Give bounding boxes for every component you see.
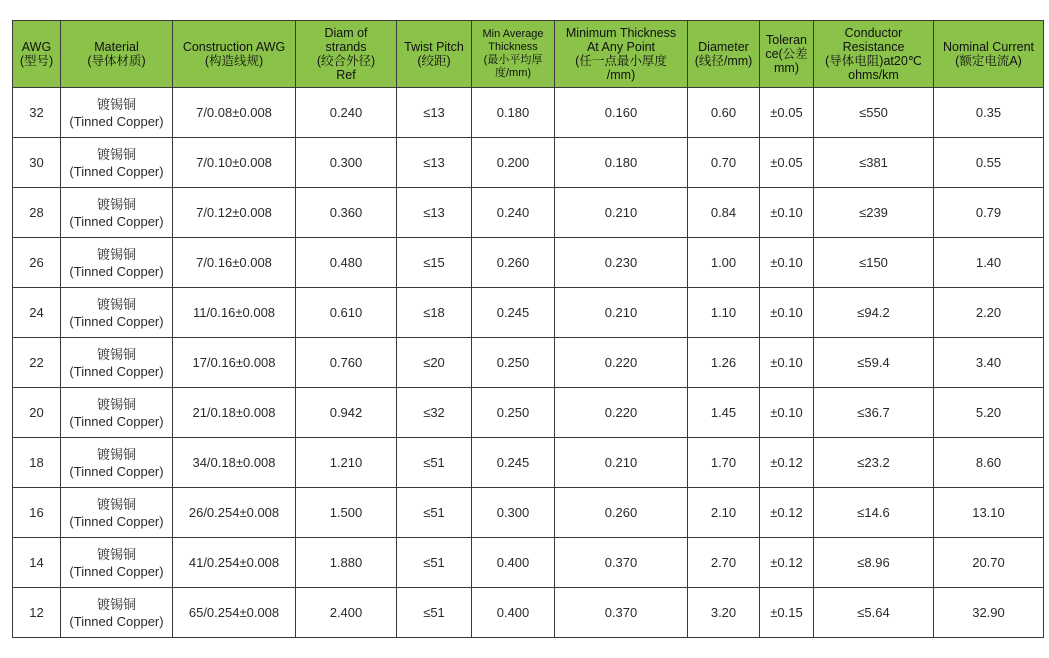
table-row: [13, 388, 1044, 438]
cell-resistance: ≤94.2: [814, 288, 934, 338]
col-header-min-thickness-point: Minimum Thickness At Any Point (任一点最小厚度 /mm): [555, 21, 688, 88]
cell-min-thickness-point: 0.220: [555, 338, 688, 388]
cell-tolerance: ±0.12: [760, 488, 814, 538]
cell-min-avg-thickness: 0.400: [472, 588, 555, 638]
cell-tolerance: ±0.12: [760, 438, 814, 488]
material-en: (Tinned Copper): [69, 413, 164, 429]
material-en: (Tinned Copper): [69, 613, 164, 629]
cell-resistance: ≤239: [814, 188, 934, 238]
cell-min-thickness-point: 0.260: [555, 488, 688, 538]
cell-diameter: 1.10: [688, 288, 760, 338]
cell-nominal-current: 0.79: [934, 188, 1044, 238]
cell-diameter: 0.84: [688, 188, 760, 238]
cell-twist-pitch: ≤18: [397, 288, 472, 338]
cell-tolerance: ±0.05: [760, 138, 814, 188]
cell-min-thickness-point: 0.210: [555, 288, 688, 338]
cell-material: [61, 438, 173, 488]
cell-material: [61, 338, 173, 388]
header-row: [13, 21, 1044, 88]
cell-resistance: ≤36.7: [814, 388, 934, 438]
cell-twist-pitch: ≤20: [397, 338, 472, 388]
cell-diam-strands: 0.610: [296, 288, 397, 338]
cell-twist-pitch: ≤51: [397, 438, 472, 488]
material-cn: 镀锡铜: [96, 346, 136, 362]
cell-diameter: 2.10: [688, 488, 760, 538]
table-row: [13, 238, 1044, 288]
col-header-nominal-current: Nominal Current (额定电流A): [934, 21, 1044, 88]
cell-awg: 30: [13, 138, 61, 188]
cell-nominal-current: 20.70: [934, 538, 1044, 588]
cell-diam-strands: 1.880: [296, 538, 397, 588]
cell-diameter: 1.70: [688, 438, 760, 488]
table-row: [13, 188, 1044, 238]
cell-min-thickness-point: 0.370: [555, 588, 688, 638]
material-cn: 镀锡铜: [96, 96, 136, 112]
cell-awg: 26: [13, 238, 61, 288]
table-row: [13, 338, 1044, 388]
cell-awg: 12: [13, 588, 61, 638]
cell-twist-pitch: ≤15: [397, 238, 472, 288]
cell-material: [61, 88, 173, 138]
col-header-awg: AWG (型号): [13, 21, 61, 88]
cell-awg: 24: [13, 288, 61, 338]
material-cn: 镀锡铜: [96, 246, 136, 262]
cell-resistance: ≤23.2: [814, 438, 934, 488]
material-en: (Tinned Copper): [69, 513, 164, 529]
cell-awg: 28: [13, 188, 61, 238]
cell-construction: 7/0.16±0.008: [173, 238, 296, 288]
material-en: (Tinned Copper): [69, 113, 164, 129]
material-cn: 镀锡铜: [96, 446, 136, 462]
cell-tolerance: ±0.12: [760, 538, 814, 588]
cell-diameter: 3.20: [688, 588, 760, 638]
cell-min-thickness-point: 0.180: [555, 138, 688, 188]
cell-nominal-current: 13.10: [934, 488, 1044, 538]
cell-min-thickness-point: 0.230: [555, 238, 688, 288]
material-cn: 镀锡铜: [96, 496, 136, 512]
cell-diam-strands: 0.360: [296, 188, 397, 238]
cell-nominal-current: 32.90: [934, 588, 1044, 638]
cell-awg: 32: [13, 88, 61, 138]
cell-diam-strands: 0.240: [296, 88, 397, 138]
table-row: [13, 288, 1044, 338]
cell-nominal-current: 1.40: [934, 238, 1044, 288]
cell-awg: 14: [13, 538, 61, 588]
material-cn: 镀锡铜: [96, 296, 136, 312]
cell-diameter: 1.45: [688, 388, 760, 438]
cell-material: [61, 388, 173, 438]
cell-min-avg-thickness: 0.180: [472, 88, 555, 138]
cell-resistance: ≤381: [814, 138, 934, 188]
cell-tolerance: ±0.10: [760, 238, 814, 288]
cell-twist-pitch: ≤51: [397, 538, 472, 588]
cell-diam-strands: 0.300: [296, 138, 397, 188]
cell-construction: 11/0.16±0.008: [173, 288, 296, 338]
wire-spec-table: [12, 20, 1044, 638]
cell-min-avg-thickness: 0.200: [472, 138, 555, 188]
table-row: [13, 138, 1044, 188]
cell-resistance: ≤14.6: [814, 488, 934, 538]
material-en: (Tinned Copper): [69, 213, 164, 229]
cell-min-avg-thickness: 0.245: [472, 438, 555, 488]
col-header-construction: Construction AWG (构造线规): [173, 21, 296, 88]
cell-tolerance: ±0.10: [760, 288, 814, 338]
cell-min-thickness-point: 0.210: [555, 188, 688, 238]
material-cn: 镀锡铜: [96, 396, 136, 412]
cell-twist-pitch: ≤51: [397, 488, 472, 538]
material-cn: 镀锡铜: [96, 596, 136, 612]
cell-nominal-current: 0.55: [934, 138, 1044, 188]
material-cn: 镀锡铜: [96, 546, 136, 562]
cell-material: [61, 288, 173, 338]
cell-diameter: 0.70: [688, 138, 760, 188]
spec-table-container: [12, 20, 1044, 638]
cell-nominal-current: 0.35: [934, 88, 1044, 138]
cell-material: [61, 188, 173, 238]
cell-material: [61, 538, 173, 588]
cell-resistance: ≤8.96: [814, 538, 934, 588]
cell-construction: 21/0.18±0.008: [173, 388, 296, 438]
cell-awg: 18: [13, 438, 61, 488]
table-row: [13, 588, 1044, 638]
cell-nominal-current: 2.20: [934, 288, 1044, 338]
col-header-diam-strands: Diam of strands (绞合外径) Ref: [296, 21, 397, 88]
table-row: [13, 438, 1044, 488]
cell-diam-strands: 1.210: [296, 438, 397, 488]
cell-material: [61, 138, 173, 188]
cell-construction: 26/0.254±0.008: [173, 488, 296, 538]
cell-twist-pitch: ≤13: [397, 138, 472, 188]
cell-construction: 7/0.08±0.008: [173, 88, 296, 138]
cell-min-avg-thickness: 0.250: [472, 388, 555, 438]
cell-twist-pitch: ≤13: [397, 88, 472, 138]
cell-min-avg-thickness: 0.250: [472, 338, 555, 388]
cell-diam-strands: 0.942: [296, 388, 397, 438]
material-en: (Tinned Copper): [69, 313, 164, 329]
cell-tolerance: ±0.10: [760, 188, 814, 238]
col-header-tolerance: Toleran ce(公差 mm): [760, 21, 814, 88]
col-header-min-avg-thickness: Min Average Thickness (最小平均厚 度/mm): [472, 21, 555, 88]
cell-diam-strands: 2.400: [296, 588, 397, 638]
cell-construction: 41/0.254±0.008: [173, 538, 296, 588]
col-header-material: Material (导体材质): [61, 21, 173, 88]
col-header-diameter: Diameter (线径/mm): [688, 21, 760, 88]
cell-min-thickness-point: 0.210: [555, 438, 688, 488]
cell-material: [61, 488, 173, 538]
cell-twist-pitch: ≤32: [397, 388, 472, 438]
cell-resistance: ≤150: [814, 238, 934, 288]
cell-tolerance: ±0.15: [760, 588, 814, 638]
cell-awg: 20: [13, 388, 61, 438]
cell-min-thickness-point: 0.220: [555, 388, 688, 438]
cell-resistance: ≤5.64: [814, 588, 934, 638]
cell-material: [61, 588, 173, 638]
cell-construction: 7/0.12±0.008: [173, 188, 296, 238]
material-en: (Tinned Copper): [69, 163, 164, 179]
material-cn: 镀锡铜: [96, 196, 136, 212]
cell-nominal-current: 8.60: [934, 438, 1044, 488]
cell-awg: 22: [13, 338, 61, 388]
table-row: [13, 488, 1044, 538]
cell-nominal-current: 5.20: [934, 388, 1044, 438]
material-en: (Tinned Copper): [69, 463, 164, 479]
cell-construction: 65/0.254±0.008: [173, 588, 296, 638]
cell-tolerance: ±0.05: [760, 88, 814, 138]
cell-twist-pitch: ≤13: [397, 188, 472, 238]
cell-min-thickness-point: 0.370: [555, 538, 688, 588]
cell-construction: 17/0.16±0.008: [173, 338, 296, 388]
cell-min-avg-thickness: 0.300: [472, 488, 555, 538]
cell-min-avg-thickness: 0.245: [472, 288, 555, 338]
material-en: (Tinned Copper): [69, 363, 164, 379]
cell-diameter: 2.70: [688, 538, 760, 588]
cell-diameter: 1.26: [688, 338, 760, 388]
cell-diam-strands: 1.500: [296, 488, 397, 538]
table-row: [13, 538, 1044, 588]
cell-construction: 34/0.18±0.008: [173, 438, 296, 488]
cell-resistance: ≤59.4: [814, 338, 934, 388]
cell-nominal-current: 3.40: [934, 338, 1044, 388]
cell-min-avg-thickness: 0.400: [472, 538, 555, 588]
cell-material: [61, 238, 173, 288]
cell-min-avg-thickness: 0.240: [472, 188, 555, 238]
cell-twist-pitch: ≤51: [397, 588, 472, 638]
material-en: (Tinned Copper): [69, 263, 164, 279]
cell-min-thickness-point: 0.160: [555, 88, 688, 138]
material-cn: 镀锡铜: [96, 146, 136, 162]
col-header-resistance: Conductor Resistance (导体电阻)at20℃ ohms/km: [814, 21, 934, 88]
material-en: (Tinned Copper): [69, 563, 164, 579]
cell-tolerance: ±0.10: [760, 338, 814, 388]
cell-diam-strands: 0.760: [296, 338, 397, 388]
cell-diam-strands: 0.480: [296, 238, 397, 288]
cell-min-avg-thickness: 0.260: [472, 238, 555, 288]
cell-resistance: ≤550: [814, 88, 934, 138]
cell-diameter: 0.60: [688, 88, 760, 138]
cell-awg: 16: [13, 488, 61, 538]
cell-construction: 7/0.10±0.008: [173, 138, 296, 188]
table-row: [13, 88, 1044, 138]
cell-diameter: 1.00: [688, 238, 760, 288]
table-body: [13, 88, 1044, 638]
col-header-twist-pitch: Twist Pitch (绞距): [397, 21, 472, 88]
cell-tolerance: ±0.10: [760, 388, 814, 438]
